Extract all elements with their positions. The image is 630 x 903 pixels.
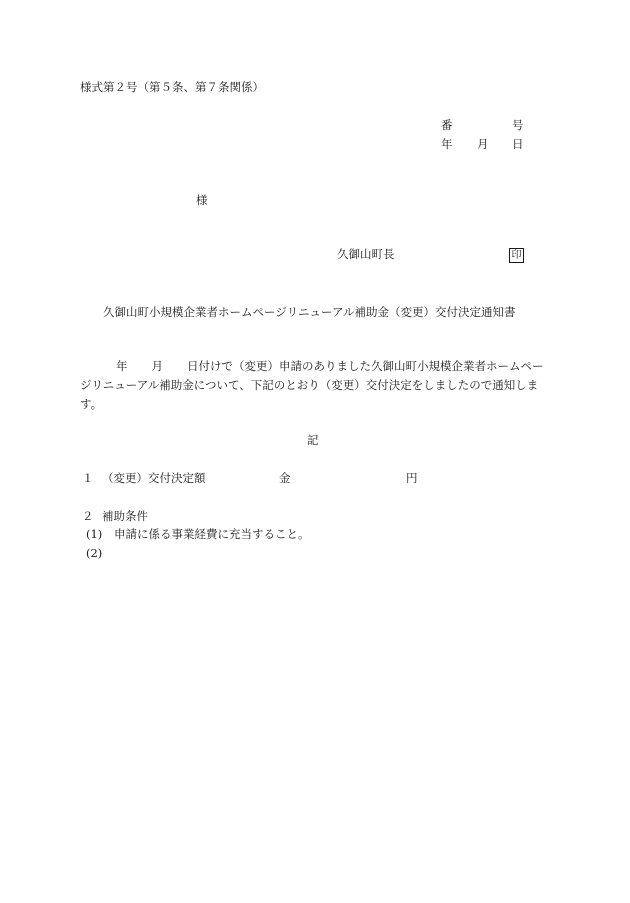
item1-amount-prefix: 金 [279, 471, 291, 485]
body-paragraph [80, 357, 550, 414]
condition-1-number: (1) [86, 527, 103, 541]
issuer-title: 久御山町長 [337, 247, 395, 261]
item1-label: （変更）交付決定額 [102, 471, 206, 485]
year-label: 年 [441, 137, 453, 151]
condition-1-text: 申請に係る事業経費に充当すること。 [114, 527, 310, 541]
day-label: 日 [512, 137, 524, 151]
document-title: 久御山町小規模企業者ホームページリニューアル補助金（変更）交付決定通知書 [103, 305, 516, 319]
item1-amount-suffix: 円 [406, 471, 418, 485]
item2-number: ２ [82, 509, 94, 523]
month-label: 月 [477, 137, 489, 151]
number-suffix: 号 [512, 118, 524, 132]
number-label: 番 [441, 118, 453, 132]
recipient-honorific: 様 [196, 193, 208, 207]
body-text: 日付けで（変更）申請のありました久御山町小規模企業者ホームページリニューアル補助金について、下記のとおり（変更）交付決定をしましたので通知します。 [80, 359, 544, 411]
ki-label: 記 [307, 433, 319, 447]
seal-mark: 印 [509, 248, 524, 263]
condition-2-number: (2) [86, 546, 103, 560]
body-month: 月 [151, 359, 163, 373]
body-year: 年 [116, 359, 128, 373]
item1-number: １ [82, 471, 94, 485]
form-number: 様式第２号（第５条、第７条関係） [80, 80, 264, 94]
item2-label: 補助条件 [102, 509, 148, 523]
